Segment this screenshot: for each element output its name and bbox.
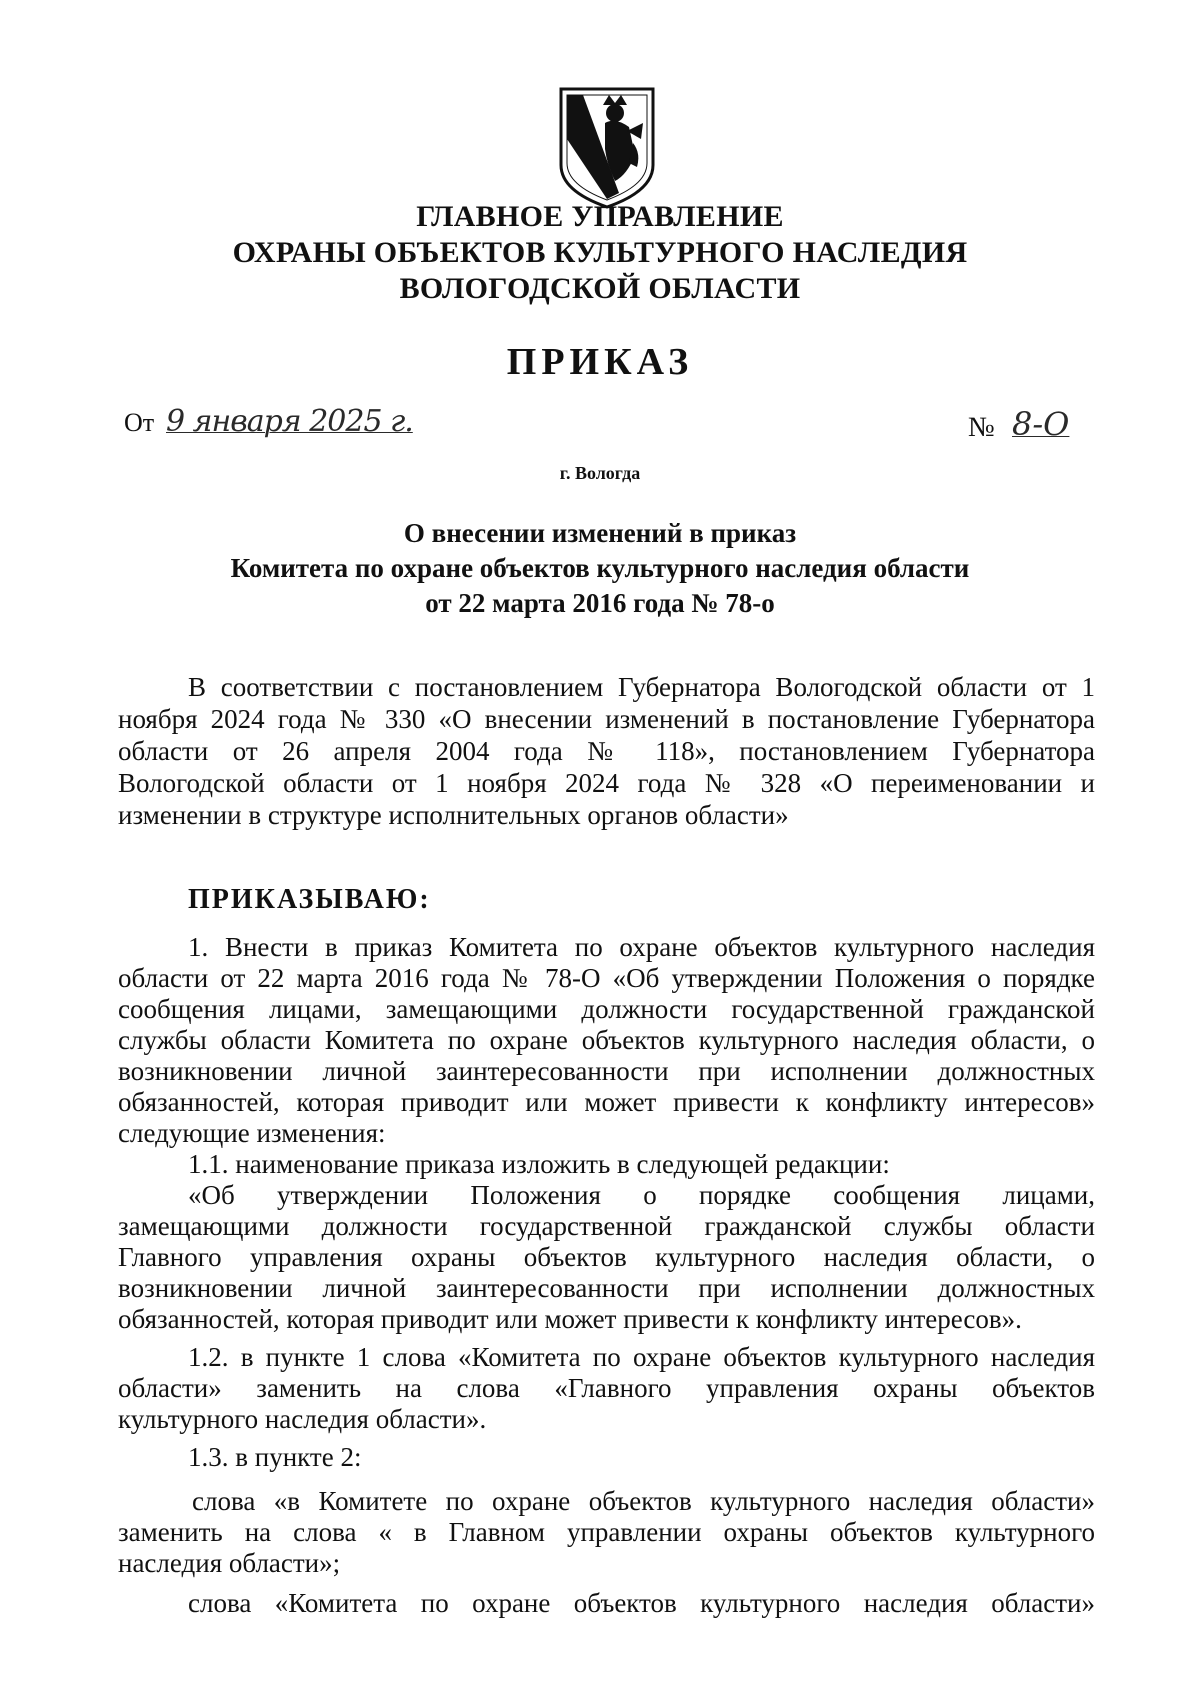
body-line: «Об утверждении Положения о порядке сообщения лицами, [188,1180,1095,1210]
subject-line-1: О внесении изменений в приказ [403,518,797,548]
preamble-line: области от 26 апреля 2004 года № 118», постановлением Губернатора [118,736,1095,766]
org-name-line-2: ОХРАНЫ ОБЪЕКТОВ КУЛЬТУРНОГО НАСЛЕДИЯ [232,236,968,269]
body-line: возникновении личной заинтересованности при исполнении должностных [118,1056,1095,1086]
body-line: наследия области»; [118,1548,341,1578]
preamble-line: В соответствии с постановлением Губернатора Вологодской области от 1 [188,672,1095,702]
body-line: обязанностей, которая приводит или может привести к конфликту интересов» [118,1087,1095,1117]
body-line: следующие изменения: [118,1118,386,1148]
city-name: г. Вологда [559,463,641,483]
body-line: возникновении личной заинтересованности при исполнении должностных [118,1273,1095,1303]
body-line: 1.1. наименование приказа изложить в следующей редакции: [188,1149,890,1179]
subject-line-3: от 22 марта 2016 года № 78-о [425,588,775,618]
preamble-line: Вологодской области от 1 ноября 2024 года № 328 «О переименовании и [118,768,1095,798]
preamble-line: ноября 2024 года № 330 «О внесении изменений в постановление Губернатора [118,704,1095,734]
body-line: заменить на слова « в Главном управлении охраны объектов культурного [118,1517,1095,1547]
coat-of-arms-emblem [557,83,657,210]
document-type-title: ПРИКАЗ [506,341,694,383]
number-label: № [968,412,995,443]
body-line: сообщения лицами, замещающими должности государственной гражданской [118,994,1095,1024]
body-line: 1.3. в пункте 2: [188,1442,362,1472]
body-line: слова «в Комитете по охране объектов культурного наследия области» [192,1486,1095,1516]
preamble-line: изменении в структуре исполнительных органов области» [118,800,789,830]
subject-line-2: Комитета по охране объектов культурного наследия области [230,553,970,583]
body-line: службы области Комитета по охране объектов культурного наследия области, о [118,1025,1095,1055]
handwritten-number: 8-О [1012,405,1070,443]
body-line: Главного управления охраны объектов культурного наследия области, о [118,1242,1095,1272]
body-line: области» заменить на слова «Главного управления охраны объектов [118,1373,1095,1403]
org-name-line-3: ВОЛОГОДСКОЙ ОБЛАСТИ [399,272,801,305]
body-line: обязанностей, которая приводит или может привести к конфликту интересов». [118,1304,1022,1334]
date-label: От [124,408,155,437]
handwritten-date: 9 января 2025 г. [166,404,413,439]
body-line: 1. Внести в приказ Комитета по охране объектов культурного наследия [188,932,1095,962]
body-line: слова «Комитета по охране объектов культурного наследия области» [188,1588,1095,1618]
body-line: области от 22 марта 2016 года № 78-О «Об утверждении Положения о порядке [118,963,1095,993]
order-heading: ПРИКАЗЫВАЮ: [188,884,431,915]
body-line: культурного наследия области». [118,1404,487,1434]
org-name-line-1: ГЛАВНОЕ УПРАВЛЕНИЕ [416,200,784,233]
body-line: 1.2. в пункте 1 слова «Комитета по охране объектов культурного наследия [188,1342,1095,1372]
body-line: замещающими должности государственной гражданской службы области [118,1211,1095,1241]
